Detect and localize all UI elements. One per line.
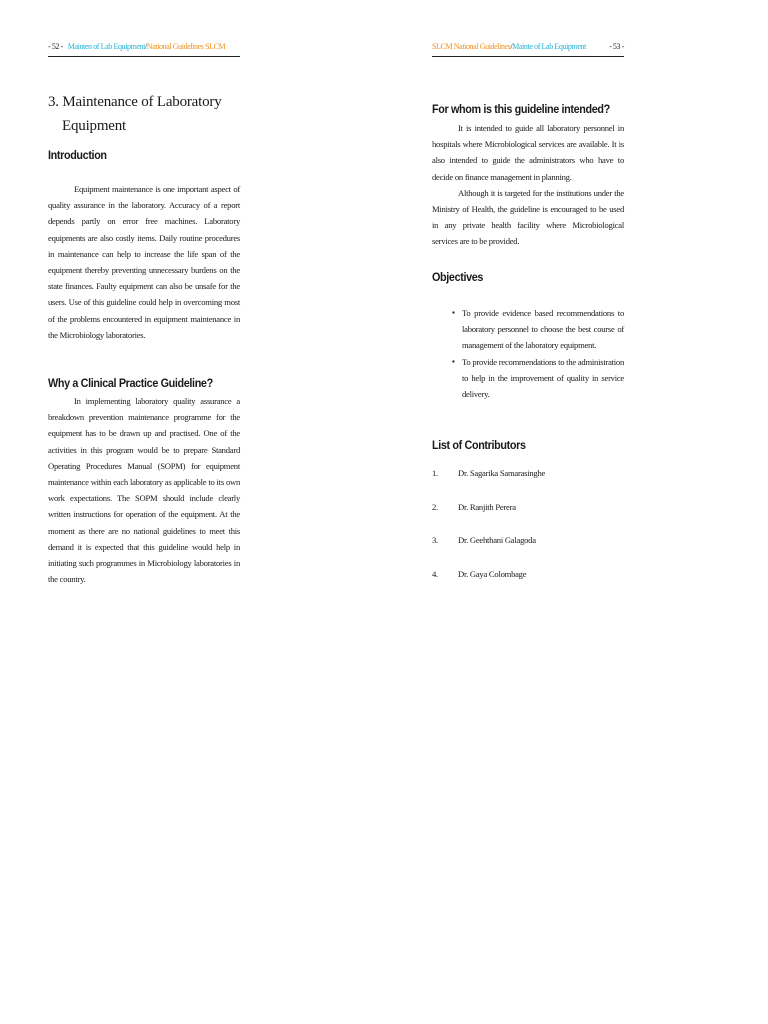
introduction-body [48, 181, 240, 343]
chapter-title-line1: 3. Maintenance of Laboratory [48, 94, 222, 110]
list-item: 2. Dr. Ranjith Perera [432, 501, 516, 512]
for-whom-heading: For whom is this guideline intended? [432, 102, 610, 116]
header-title-part1: SLCM National Guidelines [432, 42, 511, 51]
header-title-part2: National Guidelines SLCM [146, 42, 226, 51]
contributor-name: Dr. Sagarika Samarasinghe [458, 468, 546, 478]
introduction-heading: Introduction [48, 148, 107, 162]
contributors-list [432, 468, 624, 602]
for-whom-paragraph-2: Although it is targeted for the institutions under the Ministry of Health, the guideline is encouraged to be used in any private health facility where Microbiological services are to be provided. [432, 187, 624, 247]
bullet-icon: ▪ [452, 356, 455, 366]
objectives-heading: Objectives [432, 270, 484, 284]
list-item: 4. Dr. Gaya Colombage [432, 568, 527, 579]
running-header-left [48, 42, 240, 57]
list-item: 1. Dr. Sagarika Samarasinghe [432, 468, 546, 478]
introduction-paragraph: Equipment maintenance is one important aspect of quality assurance in the laboratory. Accuracy of a report depends partly on error free machines. Laboratory equipments are also costly items. Daily routine procedures in maintenance can help to increase the life span of the equipment thereby preventing unnecessary burdens on the state finances. Faulty equipment can also be unsafe for the users. Use of this guideline could help in overcoming most of the problems encountered in equipment maintenance in the Microbiology laboratories. [48, 184, 240, 340]
why-guideline-paragraph: In implementing laboratory quality assurance a breakdown prevention maintenance programme for the equipment has to be drawn up and practised. One of the activities in this program would be to prepare Standard Operating Procedures Manual (SOPM) for equipment maintenance within each laboratory as applicable to its own work expectations. The SOPM should include clearly written instructions for operation of the equipment. At the moment as there are no national guidelines to meet this demand it is expected that this guideline would help in initiating such programmes in Microbiology laboratories in the country. [48, 396, 240, 585]
header-title-part2: Mainte of Lab Equipment [512, 42, 586, 51]
contributor-name: Dr. Ranjith Perera [458, 501, 516, 512]
header-title-part1: Mainten of Lab Equipment [67, 42, 146, 51]
contributor-name: Dr. Geehthani Galagoda [458, 535, 536, 545]
contributors-heading: List of Contributors [432, 438, 526, 452]
objectives-list [432, 305, 624, 402]
page-number-52: - 52 - [48, 42, 63, 51]
for-whom-paragraph-1: It is intended to guide all laboratory personnel in hospitals where Microbiological services are available. It is also intended to guide the administrators who have to decide on finance management in planning. [432, 123, 624, 182]
list-item: ▪ To provide recommendations to the administration to help in the improvement of quality in service delivery. [432, 354, 624, 403]
header-separator: / [145, 42, 147, 51]
page-number-53: - 53 - [609, 42, 624, 51]
list-item: ▪ To provide evidence based recommendations to laboratory personnel to choose the best course of management of the laboratory equipment. [432, 305, 624, 354]
header-separator: / [510, 42, 513, 51]
for-whom-body [432, 120, 624, 250]
contributor-name: Dr. Gaya Colombage [458, 568, 527, 579]
why-guideline-heading: Why a Clinical Practice Guideline? [48, 376, 213, 390]
running-header-right [432, 42, 624, 57]
bullet-icon: ▪ [452, 308, 455, 317]
why-guideline-body [48, 393, 240, 587]
list-item: 3. Dr. Geehthani Galagoda [432, 535, 536, 545]
chapter-title-line2: Equipment [62, 118, 127, 134]
chapter-title [48, 90, 222, 138]
